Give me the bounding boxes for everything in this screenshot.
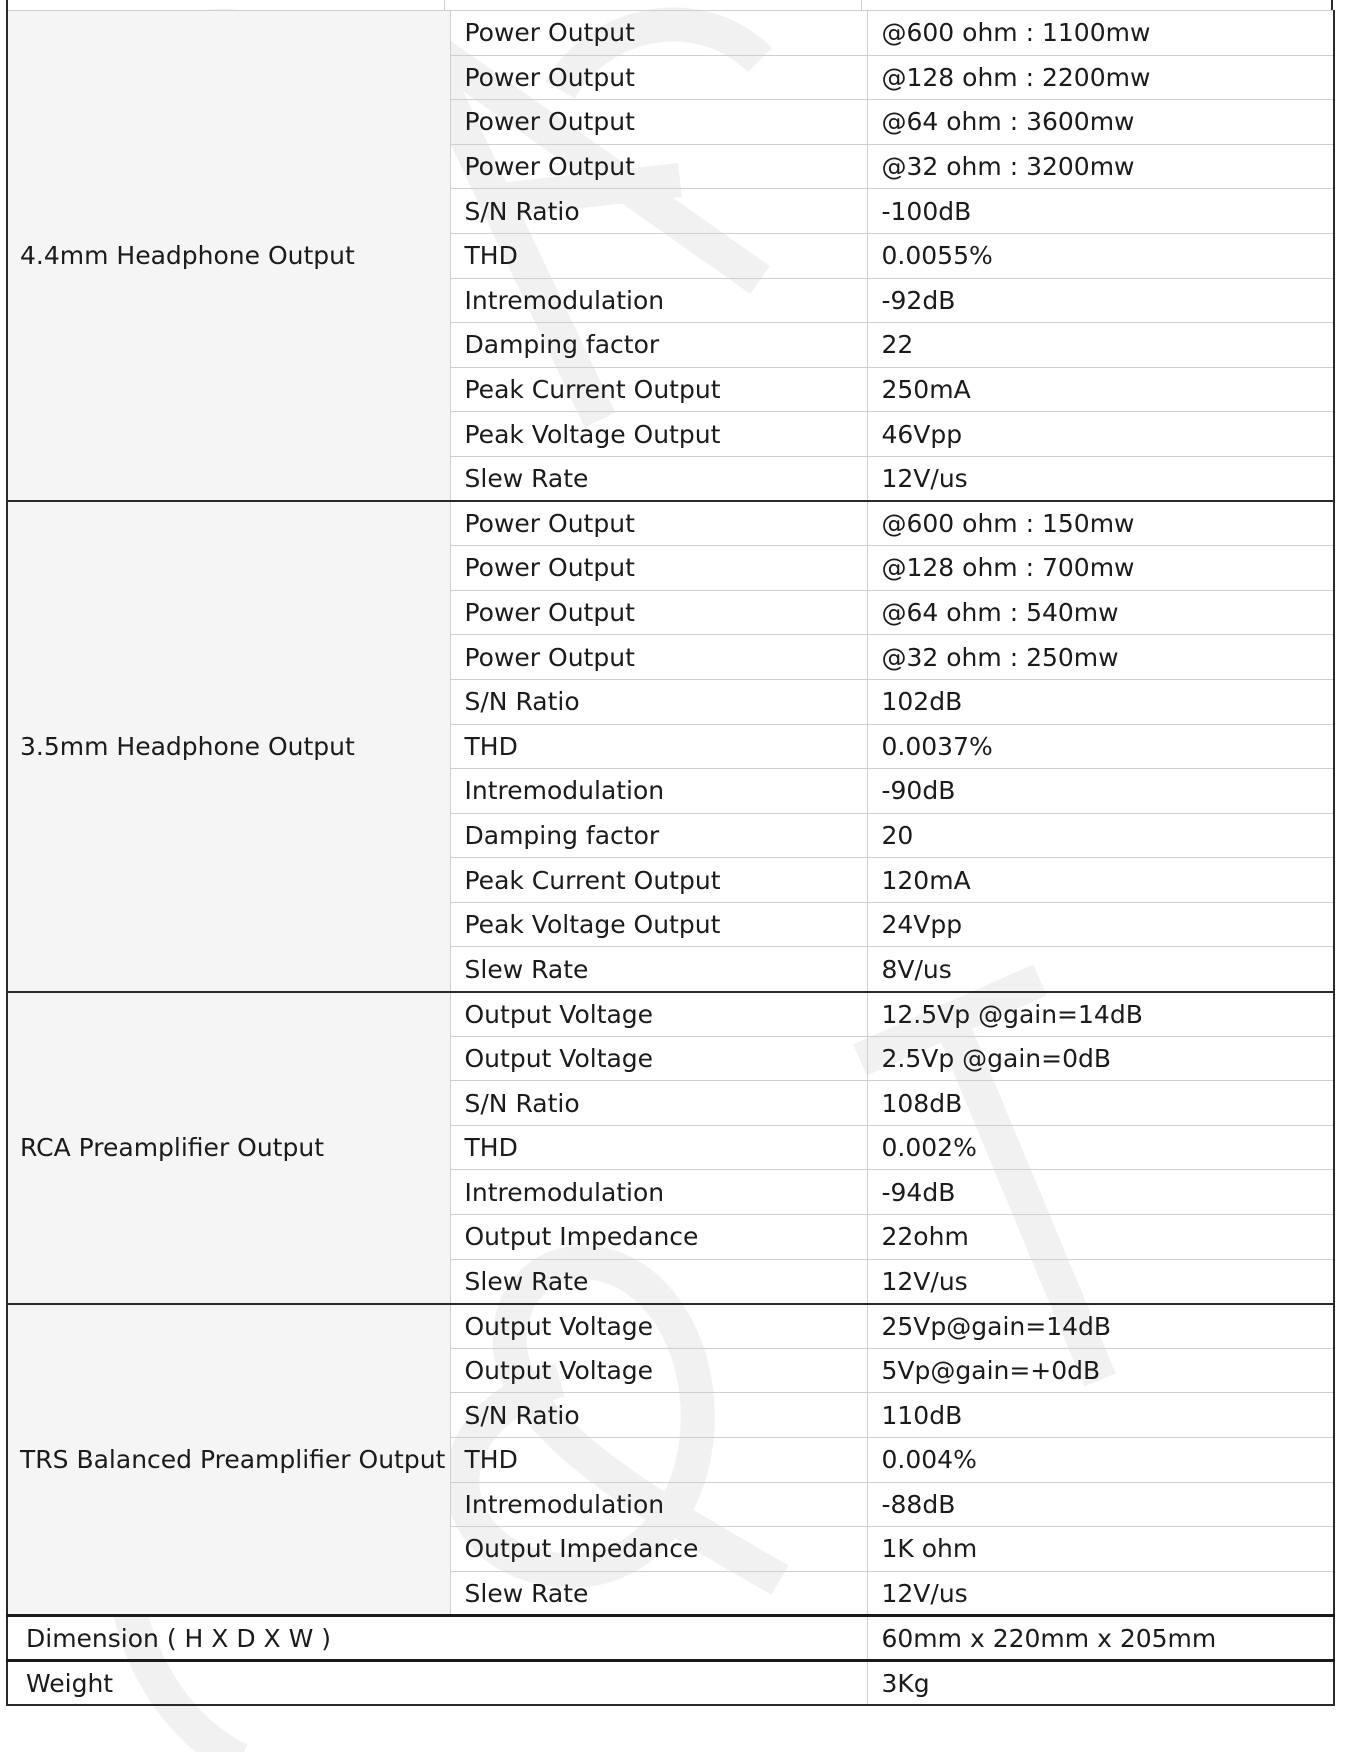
param-cell: Power Output: [450, 55, 867, 100]
param-cell: Peak Voltage Output: [450, 902, 867, 947]
value-cell: 46Vpp: [867, 412, 1334, 457]
param-cell: Output Voltage: [450, 1036, 867, 1081]
value-cell: 1K ohm: [867, 1527, 1334, 1572]
param-cell: THD: [450, 233, 867, 278]
table-row: [7, 992, 1334, 1037]
param-cell: Peak Current Output: [450, 858, 867, 903]
param-cell: Peak Voltage Output: [450, 412, 867, 457]
value-cell: 24Vpp: [867, 902, 1334, 947]
value-cell: 25Vp@gain=14dB: [867, 1304, 1334, 1349]
param-cell: Intremodulation: [450, 1170, 867, 1215]
param-cell: S/N Ratio: [450, 1081, 867, 1126]
value-cell: 108dB: [867, 1081, 1334, 1126]
table-row: [7, 1660, 1334, 1705]
value-cell: @128 ohm : 700mw: [867, 546, 1334, 591]
param-cell: Power Output: [450, 501, 867, 546]
value-cell: 0.004%: [867, 1438, 1334, 1483]
value-cell: @32 ohm : 250mw: [867, 635, 1334, 680]
value-cell: 12V/us: [867, 1259, 1334, 1304]
value-cell: @128 ohm : 2200mw: [867, 55, 1334, 100]
footer-label: Weight: [7, 1660, 867, 1705]
value-cell: 0.002%: [867, 1125, 1334, 1170]
table-row: [7, 11, 1334, 56]
value-cell: -94dB: [867, 1170, 1334, 1215]
value-cell: -88dB: [867, 1482, 1334, 1527]
value-cell: 5Vp@gain=+0dB: [867, 1348, 1334, 1393]
param-cell: Output Impedance: [450, 1527, 867, 1572]
param-cell: Intremodulation: [450, 278, 867, 323]
spec-table: [6, 10, 1335, 1706]
param-cell: Power Output: [450, 144, 867, 189]
table-row: [7, 1616, 1334, 1661]
value-cell: @64 ohm : 540mw: [867, 590, 1334, 635]
footer-label: Dimension ( H X D X W ): [7, 1616, 867, 1661]
param-cell: Output Impedance: [450, 1215, 867, 1260]
param-cell: S/N Ratio: [450, 189, 867, 234]
param-cell: Damping factor: [450, 323, 867, 368]
param-cell: Output Voltage: [450, 1348, 867, 1393]
value-cell: 20: [867, 813, 1334, 858]
value-cell: 250mA: [867, 367, 1334, 412]
param-cell: THD: [450, 1438, 867, 1483]
value-cell: 12.5Vp @gain=14dB: [867, 992, 1334, 1037]
group-label: RCA Preamplifier Output: [7, 992, 450, 1304]
value-cell: @32 ohm : 3200mw: [867, 144, 1334, 189]
param-cell: Power Output: [450, 11, 867, 56]
table-row: [7, 1304, 1334, 1349]
param-cell: Power Output: [450, 100, 867, 145]
value-cell: 22: [867, 323, 1334, 368]
param-cell: Power Output: [450, 635, 867, 680]
value-cell: 22ohm: [867, 1215, 1334, 1260]
footer-value: 3Kg: [867, 1660, 1334, 1705]
value-cell: @64 ohm : 3600mw: [867, 100, 1334, 145]
group-label: 4.4mm Headphone Output: [7, 11, 450, 502]
param-cell: Slew Rate: [450, 1571, 867, 1616]
param-cell: Slew Rate: [450, 456, 867, 501]
param-cell: Intremodulation: [450, 769, 867, 814]
param-cell: Slew Rate: [450, 947, 867, 992]
value-cell: 102dB: [867, 679, 1334, 724]
value-cell: 12V/us: [867, 456, 1334, 501]
param-cell: Power Output: [450, 546, 867, 591]
param-cell: Output Voltage: [450, 992, 867, 1037]
value-cell: 12V/us: [867, 1571, 1334, 1616]
value-cell: 0.0055%: [867, 233, 1334, 278]
param-cell: THD: [450, 1125, 867, 1170]
value-cell: @600 ohm : 1100mw: [867, 11, 1334, 56]
value-cell: @600 ohm : 150mw: [867, 501, 1334, 546]
value-cell: 2.5Vp @gain=0dB: [867, 1036, 1334, 1081]
table-row: [7, 501, 1334, 546]
param-cell: Peak Current Output: [450, 367, 867, 412]
param-cell: S/N Ratio: [450, 679, 867, 724]
param-cell: Slew Rate: [450, 1259, 867, 1304]
param-cell: Power Output: [450, 590, 867, 635]
value-cell: -90dB: [867, 769, 1334, 814]
param-cell: Damping factor: [450, 813, 867, 858]
group-label: 3.5mm Headphone Output: [7, 501, 450, 992]
param-cell: Output Voltage: [450, 1304, 867, 1349]
value-cell: 0.0037%: [867, 724, 1334, 769]
previous-row-stub: [6, 0, 1333, 10]
param-cell: THD: [450, 724, 867, 769]
value-cell: -100dB: [867, 189, 1334, 234]
footer-value: 60mm x 220mm x 205mm: [867, 1616, 1334, 1661]
value-cell: 120mA: [867, 858, 1334, 903]
value-cell: 8V/us: [867, 947, 1334, 992]
param-cell: S/N Ratio: [450, 1393, 867, 1438]
group-label: TRS Balanced Preamplifier Output: [7, 1304, 450, 1616]
value-cell: -92dB: [867, 278, 1334, 323]
value-cell: 110dB: [867, 1393, 1334, 1438]
param-cell: Intremodulation: [450, 1482, 867, 1527]
